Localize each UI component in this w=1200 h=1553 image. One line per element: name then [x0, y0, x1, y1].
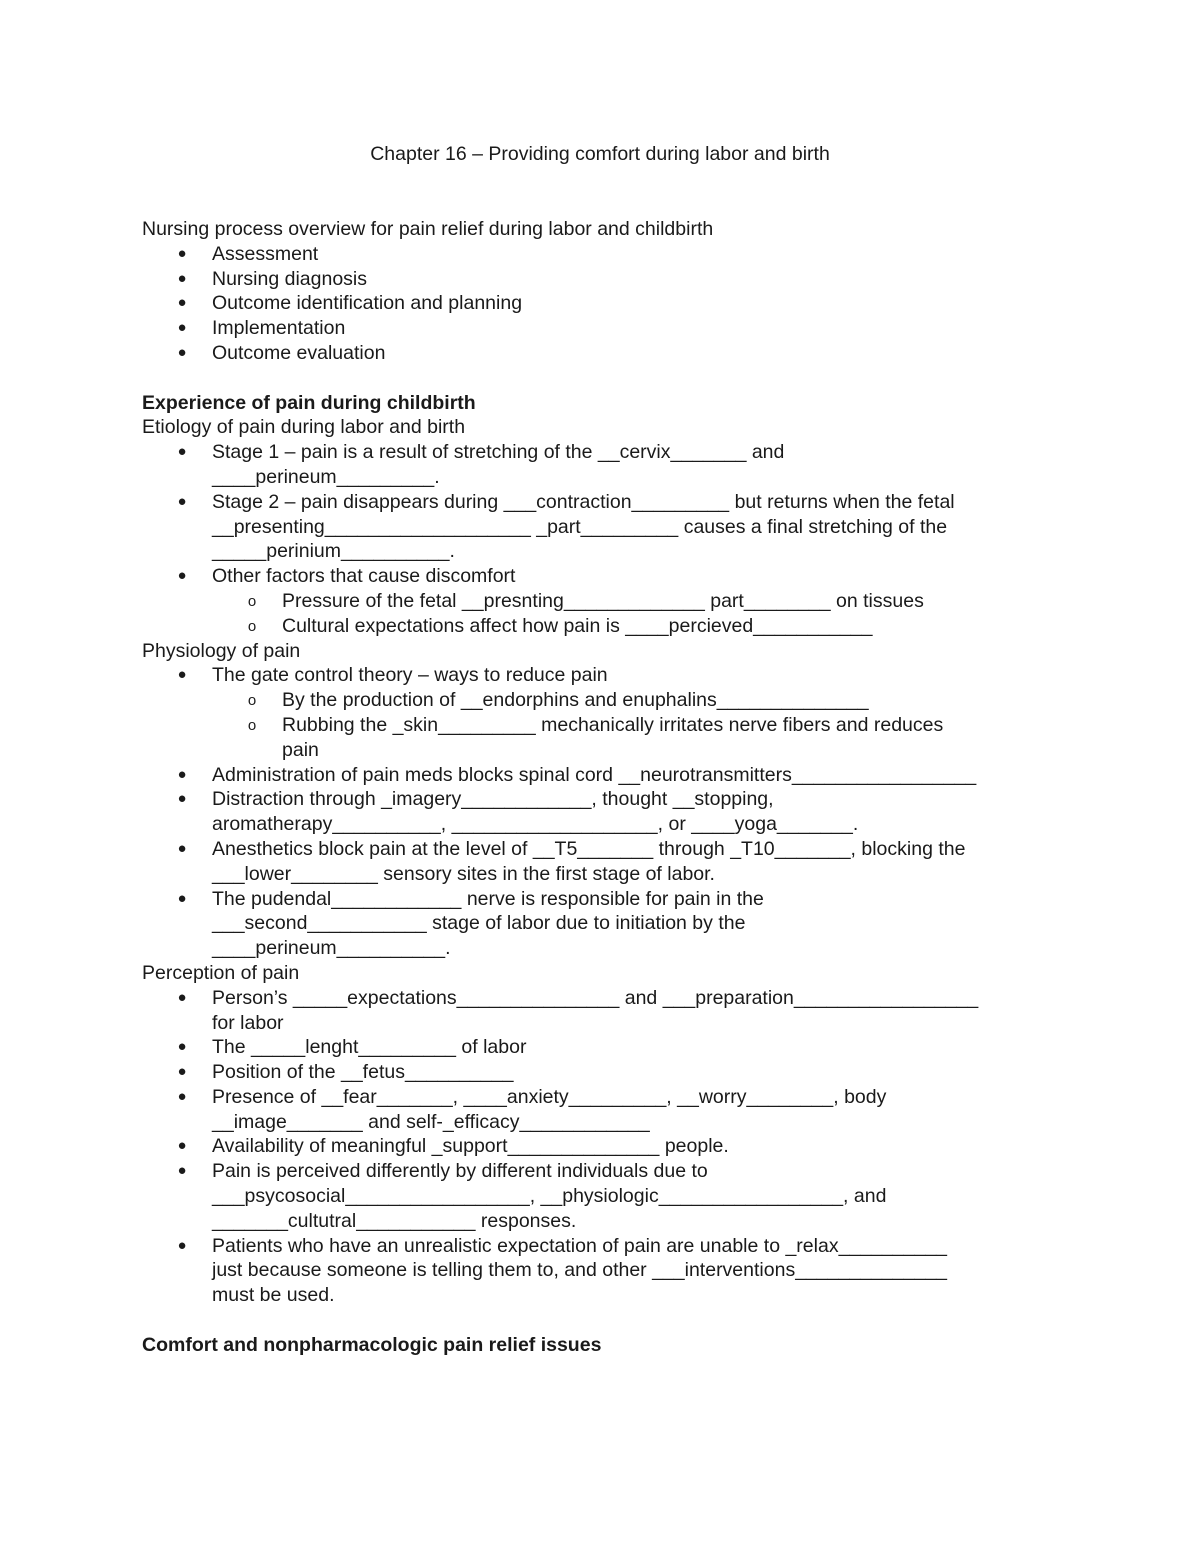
- overview-list: [142, 242, 1077, 366]
- list-item-line: Availability of meaningful _support______________ people.: [212, 1135, 729, 1158]
- bullet-icon: ●: [177, 443, 187, 461]
- list-item-line: ____perineum__________.: [212, 937, 451, 960]
- list-item-line: Position of the __fetus__________: [212, 1061, 514, 1084]
- list-item: [142, 837, 1077, 887]
- list-item-line: The pudendal____________ nerve is responsible for pain in the: [212, 887, 764, 910]
- bullet-icon: ●: [177, 988, 187, 1006]
- bullet-icon: ●: [177, 765, 187, 783]
- list-item: [142, 564, 1077, 638]
- bullet-icon: ●: [177, 790, 187, 808]
- bullet-icon: ●: [177, 319, 187, 337]
- sub-list-item-line: Rubbing the _skin_________ mechanically irritates nerve fibers and reduces: [282, 713, 944, 736]
- list-item-line: just because someone is telling them to, and other ___interventions______________: [212, 1259, 948, 1282]
- list-item-line: Person’s _____expectations_______________ and ___preparation_________________: [212, 986, 979, 1009]
- bullet-icon: ●: [177, 269, 187, 287]
- list-item: [142, 440, 1077, 490]
- sub-list-item: [212, 688, 1077, 713]
- list-item-line: __presenting___________________ _part_________ causes a final stretching of the: [212, 515, 948, 538]
- list-item-line: aromatherapy__________, ___________________, or ____yoga_______.: [212, 813, 859, 836]
- sub-list-item: [212, 589, 1077, 614]
- list-item: [142, 1159, 1077, 1233]
- bullet-icon: ●: [177, 343, 187, 361]
- list-item: [142, 1060, 1077, 1085]
- sub-list-item-line: pain: [282, 738, 319, 761]
- list-item: ● Implementation: [142, 316, 1077, 341]
- etiology-list: [142, 440, 1077, 638]
- list-item-line: Stage 2 – pain disappears during ___contraction_________ but returns when the fetal: [212, 490, 955, 513]
- list-item-line: Presence of __fear_______, ____anxiety_________, __worry________, body: [212, 1085, 887, 1108]
- section-heading-experience: Experience of pain during childbirth: [142, 391, 476, 414]
- sub-list-item-line: Cultural expectations affect how pain is ____percieved___________: [282, 614, 873, 637]
- list-item-line: _______cultutral___________ responses.: [212, 1209, 577, 1232]
- physiology-list: [142, 663, 1077, 961]
- spacer: [142, 1308, 1077, 1333]
- section-heading-comfort: Comfort and nonpharmacologic pain relief issues: [142, 1333, 602, 1356]
- list-item-line: ___second___________ stage of labor due to initiation by the: [212, 912, 746, 935]
- overview-heading: Nursing process overview for pain relief during labor and childbirth: [142, 218, 714, 240]
- bullet-icon: ●: [177, 1038, 187, 1056]
- list-item-line: must be used.: [212, 1284, 335, 1307]
- bullet-icon: ●: [177, 294, 187, 312]
- list-item-line: Distraction through _imagery____________, thought __stopping,: [212, 788, 774, 811]
- bullet-icon: ●: [177, 666, 187, 684]
- bullet-icon: ●: [177, 244, 187, 262]
- list-item: ● Outcome identification and planning: [142, 291, 1077, 316]
- sub-bullet-icon: o: [247, 617, 257, 635]
- list-item: [142, 1134, 1077, 1159]
- list-item-line: Other factors that cause discomfort: [212, 565, 516, 588]
- list-item: [142, 887, 1077, 961]
- bullet-icon: ●: [177, 839, 187, 857]
- list-item-line: Pain is perceived differently by different individuals due to: [212, 1160, 708, 1183]
- spacer: [142, 366, 1077, 391]
- bullet-icon: ●: [177, 1137, 187, 1155]
- list-item: ● Outcome evaluation: [142, 341, 1077, 366]
- list-item-line: ____perineum_________.: [212, 465, 440, 488]
- bullet-icon: ●: [177, 567, 187, 585]
- bullet-icon: ●: [177, 1087, 187, 1105]
- bullet-icon: ●: [177, 889, 187, 907]
- document-body: [142, 217, 1077, 1358]
- list-item-line: Patients who have an unrealistic expectation of pain are unable to _relax__________: [212, 1234, 948, 1257]
- list-item: [142, 986, 1077, 1036]
- sub-list-item-line: Pressure of the fetal __presnting_____________ part________ on tissues: [282, 589, 924, 612]
- sub-list-item: [212, 713, 1077, 763]
- list-item: ● Assessment: [142, 242, 1077, 267]
- list-item: [142, 763, 1077, 788]
- subheading-etiology: Etiology of pain during labor and birth: [142, 416, 466, 439]
- sub-bullet-icon: o: [247, 692, 257, 710]
- list-item: [142, 1234, 1077, 1308]
- bullet-icon: ●: [177, 1162, 187, 1180]
- list-item-line: ___psycosocial_________________, __physiologic_________________, and: [212, 1185, 887, 1208]
- list-item-line: _____perinium__________.: [212, 540, 455, 563]
- list-item-line: Administration of pain meds blocks spinal cord __neurotransmitters_________________: [212, 763, 977, 786]
- sub-list: [142, 688, 1077, 762]
- subheading-physiology: Physiology of pain: [142, 639, 301, 662]
- list-item: ● Nursing diagnosis: [142, 267, 1077, 292]
- list-item: [142, 663, 1077, 762]
- list-item-line: for labor: [212, 1011, 284, 1034]
- list-item: [142, 1035, 1077, 1060]
- list-item: [142, 1085, 1077, 1135]
- subheading-perception: Perception of pain: [142, 961, 300, 984]
- list-item-line: Anesthetics block pain at the level of __T5_______ through _T10_______, blocking the: [212, 837, 966, 860]
- list-item-line: Stage 1 – pain is a result of stretching of the __cervix_______ and: [212, 441, 785, 464]
- perception-list: [142, 986, 1077, 1308]
- bullet-icon: ●: [177, 492, 187, 510]
- bullet-icon: ●: [177, 1236, 187, 1254]
- sub-bullet-icon: o: [247, 592, 257, 610]
- list-item-line: The _____lenght_________ of labor: [212, 1036, 527, 1059]
- sub-bullet-icon: o: [247, 716, 257, 734]
- page-title: Chapter 16 – Providing comfort during labor and birth: [370, 143, 830, 165]
- sub-list: [142, 589, 1077, 639]
- sub-list-item: [212, 614, 1077, 639]
- bullet-icon: ●: [177, 1063, 187, 1081]
- list-item: [142, 490, 1077, 564]
- list-item-line: ___lower________ sensory sites in the first stage of labor.: [212, 862, 715, 885]
- sub-list-item-line: By the production of __endorphins and enuphalins______________: [282, 689, 869, 712]
- list-item-line: The gate control theory – ways to reduce pain: [212, 664, 608, 687]
- list-item: [142, 787, 1077, 837]
- list-item-line: __image_______ and self-_efficacy____________: [212, 1110, 650, 1133]
